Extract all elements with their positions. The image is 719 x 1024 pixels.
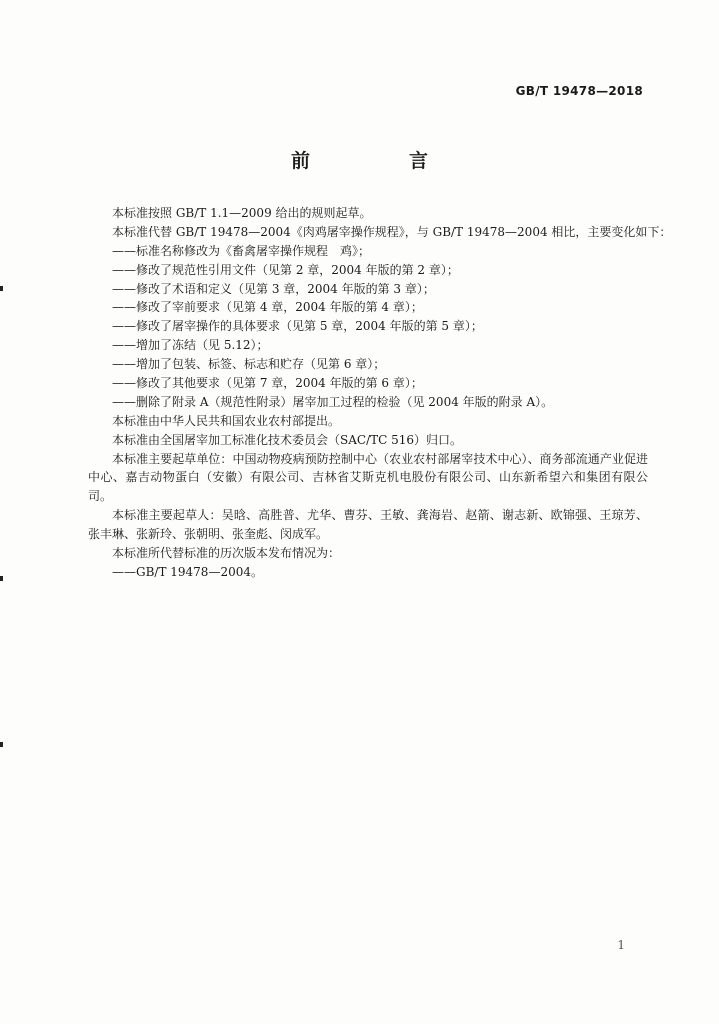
- change-item: ——标准名称修改为《畜禽屠宰操作规程 鸡》；: [112, 243, 371, 258]
- change-item: ——修改了屠宰操作的具体要求（见第 5 章，2004 年版的第 5 章）；: [112, 319, 483, 334]
- foreword-body: [88, 204, 672, 582]
- history-intro-line: 本标准所代替标准的历次版本发布情况为：: [112, 546, 341, 561]
- change-item: ——增加了包装、标签、标志和贮存（见第 6 章）；: [112, 357, 386, 372]
- change-item: ——增加了冻结（见 5.12）；: [112, 338, 269, 353]
- standard-number: GB/T 19478—2018: [515, 84, 643, 98]
- change-item: ——删除了附录 A（规范性附录）屠宰加工过程的检验（见 2004 年版的附录 A）。: [112, 394, 554, 409]
- drafting-rule-line: 本标准按照 GB/T 1.1—2009 给出的规则起草。: [112, 206, 372, 220]
- binding-mark: [0, 576, 3, 581]
- page-number: 1: [617, 938, 625, 952]
- binding-mark: [0, 286, 3, 291]
- page-title: 前 言: [290, 150, 468, 172]
- drafters-paragraph: 本标准主要起草人：吴晗、高胜普、尤华、曹芬、王敏、龚海岩、赵箭、谢志新、欧锦强、王琼芳、张丰琳、张新玲、张朝明、张奎彪、闵成军。: [88, 508, 648, 542]
- proposer-line: 本标准由中华人民共和国农业农村部提出。: [112, 413, 341, 428]
- drafting-units-paragraph: 本标准主要起草单位：中国动物疫病预防控制中心（农业农村部屠宰技术中心）、商务部流通产业促进中心、嘉吉动物蛋白（安徽）有限公司、吉林省艾斯克机电股份有限公司、山东新希望六和集团有限公司。: [88, 451, 648, 504]
- change-item: ——修改了其他要求（见第 7 章，2004 年版的第 6 章）；: [112, 376, 423, 391]
- binding-mark: [0, 742, 3, 747]
- technical-committee-line: 本标准由全国屠宰加工标准化技术委员会（SAC/TC 516）归口。: [112, 432, 463, 447]
- change-item: ——修改了术语和定义（见第 3 章，2004 年版的第 3 章）；: [112, 281, 435, 296]
- change-item: ——修改了宰前要求（见第 4 章，2004 年版的第 4 章）；: [112, 300, 423, 315]
- change-item: ——修改了规范性引用文件（见第 2 章，2004 年版的第 2 章）；: [112, 262, 459, 277]
- history-item: ——GB/T 19478—2004。: [112, 565, 263, 579]
- replacement-line: 本标准代替 GB/T 19478—2004《肉鸡屠宰操作规程》，与 GB/T 19478—2004 相比，主要变化如下：: [112, 224, 672, 239]
